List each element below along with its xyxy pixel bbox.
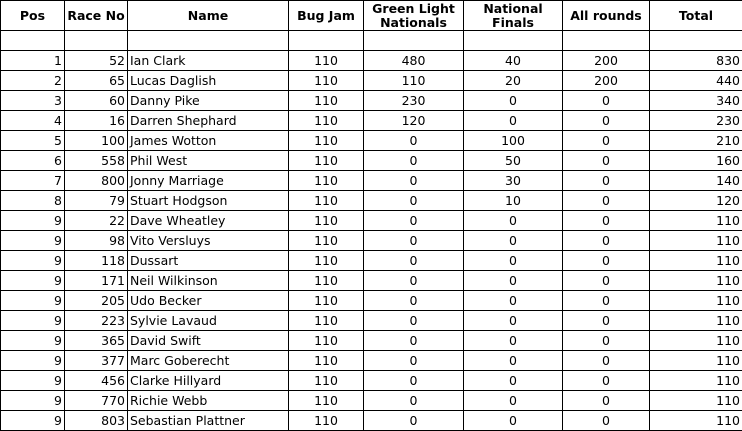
bug-jam-cell: 110: [289, 231, 364, 251]
national-finals-cell: 0: [464, 251, 563, 271]
all-rounds-cell: 0: [563, 91, 650, 111]
name-cell: Neil Wilkinson: [128, 271, 289, 291]
all-rounds-cell: 0: [563, 251, 650, 271]
name-cell: Dave Wheatley: [128, 211, 289, 231]
pos-cell: 7: [1, 171, 65, 191]
national-finals-cell: 0: [464, 211, 563, 231]
national-finals-cell: 0: [464, 391, 563, 411]
national-finals-cell: 0: [464, 271, 563, 291]
green-light-cell: 0: [364, 211, 464, 231]
pos-cell: 9: [1, 311, 65, 331]
name-cell: Ian Clark: [128, 51, 289, 71]
green-light-cell: 0: [364, 311, 464, 331]
name-cell: Sebastian Plattner: [128, 411, 289, 431]
national-finals-cell: 0: [464, 351, 563, 371]
total-cell: 110: [650, 211, 742, 231]
pos-cell: 8: [1, 191, 65, 211]
empty-cell: [650, 31, 742, 51]
race-no-cell: 118: [65, 251, 128, 271]
total-cell: 110: [650, 411, 742, 431]
total-cell: 340: [650, 91, 742, 111]
bug-jam-cell: 110: [289, 311, 364, 331]
total-cell: 110: [650, 311, 742, 331]
all-rounds-cell: 0: [563, 411, 650, 431]
table-row: [1, 371, 742, 391]
header-row: [1, 1, 742, 31]
national-finals-cell: 10: [464, 191, 563, 211]
name-cell: Marc Goberecht: [128, 351, 289, 371]
name-cell: Lucas Daglish: [128, 71, 289, 91]
green-light-cell: 230: [364, 91, 464, 111]
bug-jam-cell: 110: [289, 191, 364, 211]
header-race-no: Race No: [65, 1, 128, 31]
all-rounds-cell: 0: [563, 171, 650, 191]
national-finals-cell: 50: [464, 151, 563, 171]
total-cell: 160: [650, 151, 742, 171]
total-cell: 830: [650, 51, 742, 71]
race-no-cell: 205: [65, 291, 128, 311]
name-cell: Clarke Hillyard: [128, 371, 289, 391]
table-row: [1, 71, 742, 91]
green-light-cell: 110: [364, 71, 464, 91]
bug-jam-cell: 110: [289, 351, 364, 371]
name-cell: Dussart: [128, 251, 289, 271]
race-no-cell: 98: [65, 231, 128, 251]
race-no-cell: 365: [65, 331, 128, 351]
total-cell: 120: [650, 191, 742, 211]
table-row: [1, 211, 742, 231]
race-no-cell: 803: [65, 411, 128, 431]
empty-cell: [464, 31, 563, 51]
bug-jam-cell: 110: [289, 51, 364, 71]
pos-cell: 9: [1, 271, 65, 291]
table-row: [1, 151, 742, 171]
green-light-cell: 0: [364, 231, 464, 251]
all-rounds-cell: 0: [563, 311, 650, 331]
green-light-cell: 0: [364, 331, 464, 351]
race-no-cell: 60: [65, 91, 128, 111]
table-row: [1, 411, 742, 431]
total-cell: 110: [650, 371, 742, 391]
green-light-cell: 0: [364, 411, 464, 431]
total-cell: 440: [650, 71, 742, 91]
bug-jam-cell: 110: [289, 291, 364, 311]
table-row: [1, 171, 742, 191]
all-rounds-cell: 0: [563, 191, 650, 211]
empty-cell: [563, 31, 650, 51]
national-finals-cell: 0: [464, 91, 563, 111]
total-cell: 210: [650, 131, 742, 151]
all-rounds-cell: 0: [563, 351, 650, 371]
bug-jam-cell: 110: [289, 251, 364, 271]
pos-cell: 2: [1, 71, 65, 91]
all-rounds-cell: 0: [563, 391, 650, 411]
national-finals-cell: 100: [464, 131, 563, 151]
national-finals-cell: 20: [464, 71, 563, 91]
bug-jam-cell: 110: [289, 91, 364, 111]
race-no-cell: 770: [65, 391, 128, 411]
name-cell: Vito Versluys: [128, 231, 289, 251]
total-cell: 110: [650, 351, 742, 371]
national-finals-cell: 30: [464, 171, 563, 191]
pos-cell: 9: [1, 291, 65, 311]
race-no-cell: 223: [65, 311, 128, 331]
name-cell: Stuart Hodgson: [128, 191, 289, 211]
all-rounds-cell: 0: [563, 131, 650, 151]
table-row: [1, 91, 742, 111]
green-light-cell: 0: [364, 171, 464, 191]
total-cell: 110: [650, 291, 742, 311]
total-cell: 110: [650, 331, 742, 351]
empty-cell: [289, 31, 364, 51]
national-finals-cell: 0: [464, 411, 563, 431]
name-cell: Sylvie Lavaud: [128, 311, 289, 331]
all-rounds-cell: 200: [563, 71, 650, 91]
pos-cell: 9: [1, 351, 65, 371]
green-light-cell: 0: [364, 131, 464, 151]
header-total: Total: [650, 1, 742, 31]
name-cell: Richie Webb: [128, 391, 289, 411]
empty-cell: [65, 31, 128, 51]
green-light-cell: 480: [364, 51, 464, 71]
national-finals-cell: 0: [464, 111, 563, 131]
table-row: [1, 251, 742, 271]
header-national-finals: National Finals: [464, 1, 563, 31]
total-cell: 110: [650, 391, 742, 411]
bug-jam-cell: 110: [289, 271, 364, 291]
name-cell: Phil West: [128, 151, 289, 171]
pos-cell: 9: [1, 391, 65, 411]
all-rounds-cell: 0: [563, 111, 650, 131]
header-name: Name: [128, 1, 289, 31]
national-finals-cell: 0: [464, 231, 563, 251]
table-row: [1, 391, 742, 411]
table-row: [1, 271, 742, 291]
total-cell: 110: [650, 251, 742, 271]
name-cell: Udo Becker: [128, 291, 289, 311]
bug-jam-cell: 110: [289, 331, 364, 351]
name-cell: Darren Shephard: [128, 111, 289, 131]
header-green-light-nationals: Green Light Nationals: [364, 1, 464, 31]
green-light-cell: 0: [364, 151, 464, 171]
empty-cell: [364, 31, 464, 51]
national-finals-cell: 0: [464, 291, 563, 311]
all-rounds-cell: 200: [563, 51, 650, 71]
name-cell: James Wotton: [128, 131, 289, 151]
green-light-cell: 0: [364, 371, 464, 391]
table-row: [1, 291, 742, 311]
name-cell: Jonny Marriage: [128, 171, 289, 191]
all-rounds-cell: 0: [563, 331, 650, 351]
total-cell: 230: [650, 111, 742, 131]
race-no-cell: 377: [65, 351, 128, 371]
pos-cell: 9: [1, 331, 65, 351]
table-row: [1, 191, 742, 211]
bug-jam-cell: 110: [289, 111, 364, 131]
table-row: [1, 111, 742, 131]
header-bug-jam: Bug Jam: [289, 1, 364, 31]
pos-cell: 1: [1, 51, 65, 71]
header-all-rounds: All rounds: [563, 1, 650, 31]
pos-cell: 9: [1, 231, 65, 251]
green-light-cell: 0: [364, 291, 464, 311]
pos-cell: 6: [1, 151, 65, 171]
pos-cell: 4: [1, 111, 65, 131]
national-finals-cell: 0: [464, 331, 563, 351]
national-finals-cell: 0: [464, 311, 563, 331]
national-finals-cell: 40: [464, 51, 563, 71]
green-light-cell: 0: [364, 391, 464, 411]
table-row: [1, 231, 742, 251]
header-pos: Pos: [1, 1, 65, 31]
table-row: [1, 331, 742, 351]
bug-jam-cell: 110: [289, 151, 364, 171]
empty-cell: [128, 31, 289, 51]
table-row: [1, 351, 742, 371]
total-cell: 110: [650, 231, 742, 251]
green-light-cell: 0: [364, 351, 464, 371]
empty-cell: [1, 31, 65, 51]
all-rounds-cell: 0: [563, 151, 650, 171]
bug-jam-cell: 110: [289, 411, 364, 431]
green-light-cell: 0: [364, 191, 464, 211]
table-row: [1, 311, 742, 331]
total-cell: 140: [650, 171, 742, 191]
all-rounds-cell: 0: [563, 371, 650, 391]
table-row: [1, 51, 742, 71]
race-no-cell: 800: [65, 171, 128, 191]
all-rounds-cell: 0: [563, 271, 650, 291]
pos-cell: 9: [1, 371, 65, 391]
race-no-cell: 558: [65, 151, 128, 171]
race-no-cell: 52: [65, 51, 128, 71]
race-no-cell: 79: [65, 191, 128, 211]
race-no-cell: 65: [65, 71, 128, 91]
bug-jam-cell: 110: [289, 211, 364, 231]
national-finals-cell: 0: [464, 371, 563, 391]
green-light-cell: 120: [364, 111, 464, 131]
empty-row: [1, 31, 742, 51]
bug-jam-cell: 110: [289, 71, 364, 91]
bug-jam-cell: 110: [289, 371, 364, 391]
bug-jam-cell: 110: [289, 391, 364, 411]
all-rounds-cell: 0: [563, 211, 650, 231]
name-cell: David Swift: [128, 331, 289, 351]
pos-cell: 3: [1, 91, 65, 111]
bug-jam-cell: 110: [289, 171, 364, 191]
table-row: [1, 131, 742, 151]
pos-cell: 9: [1, 211, 65, 231]
race-no-cell: 171: [65, 271, 128, 291]
race-no-cell: 456: [65, 371, 128, 391]
name-cell: Danny Pike: [128, 91, 289, 111]
bug-jam-cell: 110: [289, 131, 364, 151]
green-light-cell: 0: [364, 271, 464, 291]
pos-cell: 5: [1, 131, 65, 151]
green-light-cell: 0: [364, 251, 464, 271]
race-no-cell: 16: [65, 111, 128, 131]
pos-cell: 9: [1, 251, 65, 271]
race-no-cell: 100: [65, 131, 128, 151]
all-rounds-cell: 0: [563, 291, 650, 311]
race-no-cell: 22: [65, 211, 128, 231]
total-cell: 110: [650, 271, 742, 291]
all-rounds-cell: 0: [563, 231, 650, 251]
pos-cell: 9: [1, 411, 65, 431]
